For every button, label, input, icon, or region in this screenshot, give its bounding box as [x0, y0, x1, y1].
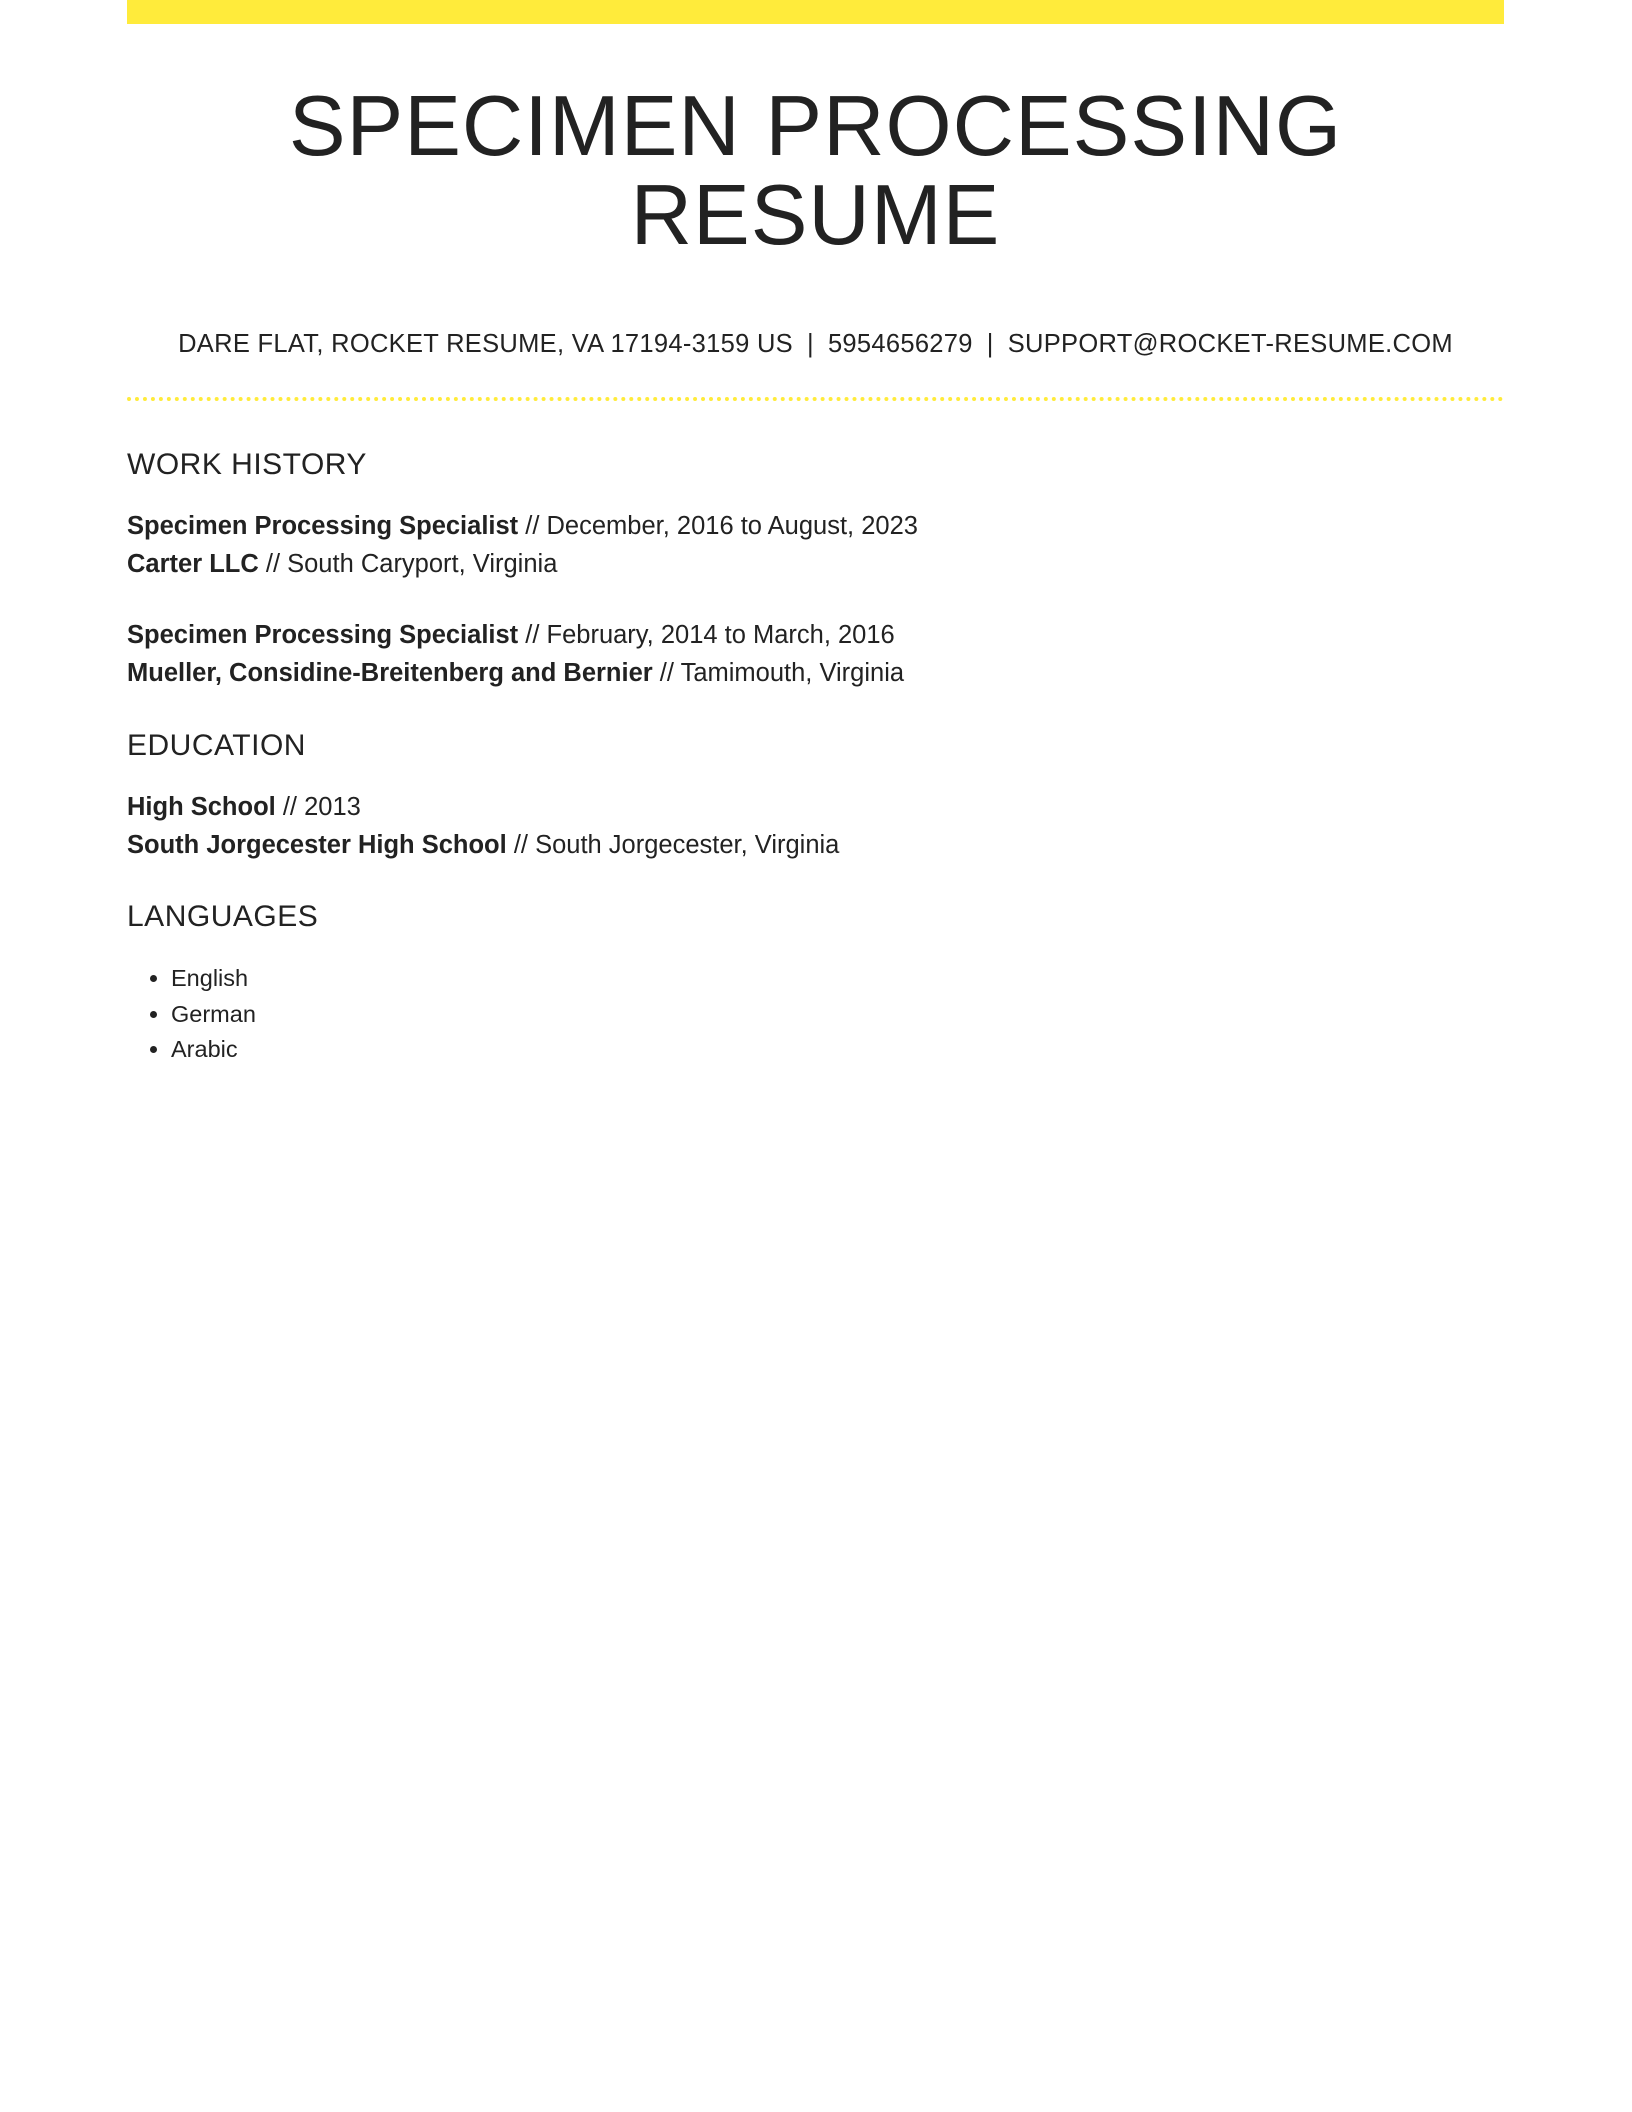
education-section	[127, 728, 1504, 864]
job-company: Mueller, Considine-Breitenberg and Bernier	[127, 659, 653, 688]
education-location: // South Jorgecester, Virginia	[506, 831, 840, 860]
work-history-section	[127, 447, 1504, 692]
resume-page	[127, 0, 1504, 1068]
work-entry-role-line	[127, 507, 1504, 545]
contact-phone: 5954656279	[827, 329, 973, 358]
resume-name: SPECIMEN PROCESSING RESUME	[288, 79, 1343, 264]
contact-separator: |	[807, 329, 814, 358]
job-company: Carter LLC	[127, 550, 259, 579]
job-location: // Tamimouth, Virginia	[652, 659, 905, 688]
job-role: Specimen Processing Specialist	[127, 512, 519, 541]
education-degree-line	[127, 788, 1504, 826]
list-item: • German	[171, 997, 1504, 1033]
list-item: • English	[171, 961, 1504, 997]
work-entry	[127, 616, 1504, 692]
contact-separator: |	[986, 329, 994, 358]
contact-email: SUPPORT@ROCKET-RESUME.COM	[1007, 329, 1453, 358]
dotted-divider	[127, 397, 1504, 401]
list-item: • Arabic	[171, 1032, 1504, 1068]
education-entry	[127, 788, 1504, 864]
job-location: // South Caryport, Virginia	[258, 550, 558, 579]
section-title-education: EDUCATION	[127, 729, 306, 763]
education-school: South Jorgecester High School	[127, 831, 507, 860]
section-title-work-history: WORK HISTORY	[127, 448, 367, 482]
section-title-languages: LANGUAGES	[127, 900, 319, 934]
education-year: // 2013	[275, 793, 361, 822]
accent-top-bar	[127, 0, 1504, 24]
job-role: Specimen Processing Specialist	[127, 621, 519, 650]
languages-section	[127, 899, 1504, 1068]
work-entry	[127, 507, 1504, 583]
work-entry-company-line	[127, 654, 1504, 692]
work-entry-role-line	[127, 616, 1504, 654]
contact-address: DARE FLAT, ROCKET RESUME, VA 17194-3159 US	[178, 329, 793, 358]
contact-line	[127, 329, 1504, 360]
languages-list	[127, 961, 1504, 1068]
work-entry-company-line	[127, 545, 1504, 583]
job-dates: // December, 2016 to August, 2023	[518, 512, 918, 541]
education-degree: High School	[127, 793, 276, 822]
education-school-line	[127, 826, 1504, 864]
job-dates: // February, 2014 to March, 2016	[518, 621, 895, 650]
